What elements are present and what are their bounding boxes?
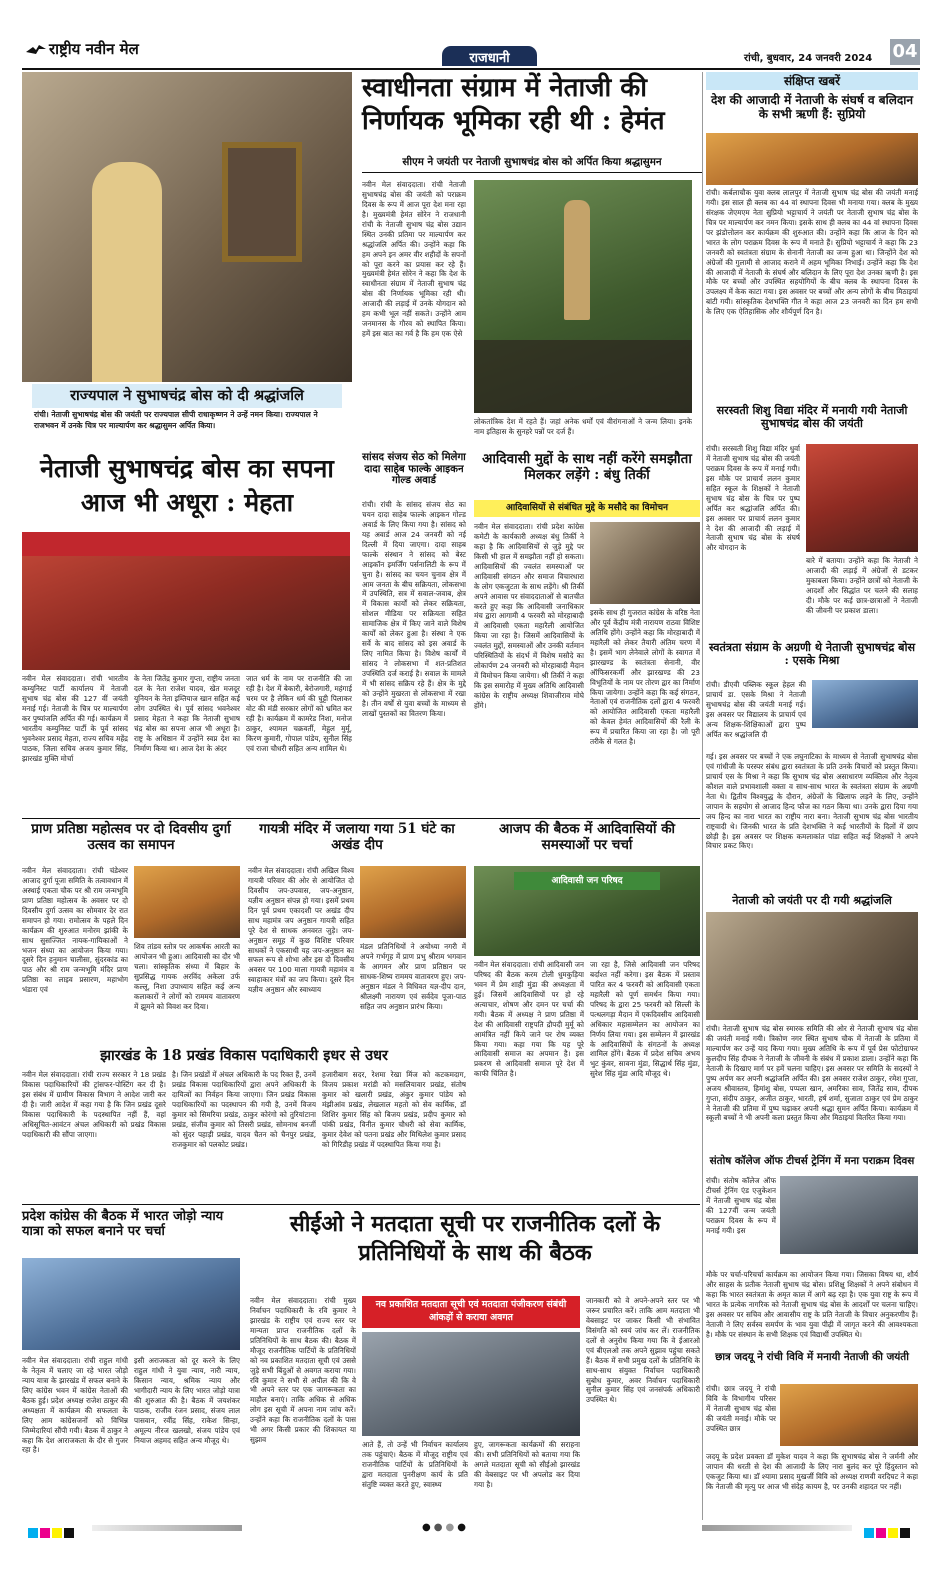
bird-logo-icon — [25, 42, 47, 56]
mid-rule — [22, 818, 700, 819]
masthead-rule — [22, 68, 920, 70]
mishra-col1: रांची। डीएवी पब्लिक स्कूल हेहल की प्राचार्य डा. एसके मिश्रा ने नेताजी सुभाषचंद्र बोस की जयंती मनाई गई। इस अवसर पर विद्यालय के प्राचार्य एवं अन्य शिक्षक-शिक्षिकाओं द्वारा पुष्प अर्पित कर श्रद्धांजलि दी — [706, 680, 806, 739]
mehta-headline: नेताजी सुभाषचंद्र बोस का सपना आज भी अधूरा : मेहता — [40, 454, 334, 517]
paper-name: राष्ट्रीय नवीन मेल — [49, 40, 139, 58]
footer-dot: ● — [445, 1522, 458, 1533]
dateline: रांची, बुधवार, 24 जनवरी 2024 — [744, 53, 873, 64]
masthead — [22, 36, 920, 68]
gayatri-headline: गायत्री मंदिर में जलाया गया 51 घंटे का अखंड दीप — [259, 821, 455, 853]
governor-caption: रांची। नेताजी सुभाषचंद्र बोस की जयंती पर राज्यपाल सीपी राधाकृष्णन ने उन्हें नमन किया। राज्यपाल ने राजभवन में उनके चित्र पर माल्यार्पण कर श्रद्धासुमन अर्पित किया। — [34, 410, 318, 430]
mehta-photo — [22, 532, 350, 670]
jadyu-headline: छात्र जदयू ने रांची विवि में मनायी नेताजी की जयंती — [715, 1351, 909, 1363]
mishra-headline: स्वतंत्रता संग्राम के अग्रणी थे नेताजी सुभाषचंद्र बोस : एसके मिश्रा — [708, 640, 916, 667]
naamkum-body: रांची। नेताजी सुभाष चंद्र बोस स्मारक समिति की ओर से नेताजी सुभाष चंद्र बोस की जयंती मनाई गयी। त्रिकोण नगर स्थित सुभाष चौक में नेताजी के प्रतिमा में माल्यार्पण कर उन्हें याद किया गया। मुख्य अतिथि के रूप में पूर्व प्रेस फोटोग्राफर कुलदीप सिंह दीपक ने नेताजी के जीवनी के संबंध में प्रकाश डाला। उन्होंने कहा कि नेताजी के दिखाए मार्ग पर हमें चलना चाहिए। इस अवसर पर समिति के सदस्यों ने पुष्प अर्पण कर अपनी श्रद्धांजलि अर्पित की। इस अवसर राजेश ठाकुर, रमेश गुप्ता, अजय श्रीवास्तव, हिमांशु बोस, पप्पला खान, अमरिका साव, जितेंद्र साव, दीपक गुप्ता, संदीप ठाकुर, अजीत ठाकुर, भारती, हर्ष शर्मा, सुजाता ठाकुर एवं प्रेम ठाकुर ने नेताजी की प्रतिमा में पुष्प चढ़ाकर अपनी श्रद्धा सुमन अर्पित किया। कार्यक्रम में स्कूली बच्चों ने भी अपनी कला प्रस्तुत किया और मिठाइयां वितरित किया गया। — [706, 1024, 918, 1123]
footer-cmyk-right — [864, 1523, 910, 1542]
ajsu-col2: जा रहा है, जिसे आदिवासी जन परिषद बर्दाश्त नहीं करेगा। इस बैठक में प्रस्ताव पारित कर 4 फरवरी को आदिवासी एकता महारैली को पूर्ण समर्थन किया गया। परिषद के द्वारा 25 फरवरी को सिल्ली के पत्थलगड़ा मैदान में एकदिवसीय आदिवासी अधिकार महासम्मेलन का आयोजन का निर्णय लिया गया। इस सम्मेलन में झारखंड के आदिवासियों के संगठनों के अध्यक्ष शामिल होंगे। बैठक में प्रदेश सचिव अभय भुट कुंवर, सावना मुंडा, सिद्धार्थ सिंह मुंडा, सुरेश सिंह मुंडा आदि मौजूद थे। — [590, 960, 700, 1079]
supriyo-body: रांची। कर्बलाचौक युवा क्लब लालपुर में नेताजी सुभाष चंद्र बोस की जयंती मनाई गयी। इस साल ही क्लब का 44 वां स्थापना दिवस भी मनाया गया। क्लब के मुख्य संरक्षक जेएमएम नेता सुप्रियो भट्टाचार्य ने जयंती पर नेताजी सुभाष चंद्र बोस के चित्र पर माल्यार्पण कर नमन किया। इसके साथ ही क्लब का 44 वां स्थापना दिवस पर झंडोत्तोलन कर कार्यक्रम की शुरुआत की। उन्होंने कहा कि आज के दिन को भारत के लोग पराक्रम दिवस के रूप में मनाते हैं। सुप्रियो भट्टाचार्य ने कहा कि 23 जनवरी को स्वतंत्रता संग्राम के सेनानी नेताजी का जन्म हुआ था। जिन्होंने देश को अंग्रेजों की गुलामी से आजाद कराने में अहम भूमिका निभाई। उन्होंने कहा कि देश की आजादी में नेताजी के संघर्ष और बलिदान के लिए पूरा देश उनका ऋणी है। इस मौके पर बच्चों और उपस्थित सहयोगियों के बीच क्लब के स्थापना दिवस के उपलक्ष्य में केक काटा गया। इस अवसर पर बच्चों और अन्य लोगों के बीच मिठाइयां बांटी गयी। सांस्कृतिक देशभक्ति गीत ने कहा आज 23 जनवरी का दिन हम सभी के लिए एक ऐतिहासिक और शौर्यपूर्ण दिन है। — [706, 188, 918, 317]
pran-headline: प्राण प्रतिष्ठा महोत्सव पर दो दिवसीय दुर्गा उत्सव का समापन — [31, 821, 231, 853]
gayatri-col1: नवीन मेल संवाददाता। रांची अखिल विश्व गायत्री परिवार की ओर से आयोजित दो दिवसीय जप-उपवास, जप-अनुष्ठान, यज्ञीय अनुष्ठान संपन्न हो गया। इसमें प्रथम दिन पूर्व प्रथम एकादशी पर अखंड दीप साथ महामंत्र जप अनुष्ठान गायत्री सहित पूरे देश से साधक अनवरत जुड़े। जप-अनुष्ठान समूह में कुछ विशिष्ट परिवार साधकों ने एकसाथी यह जप-अनुष्ठान का सफल रूप से शोभा और इस दो दिवसीय अवसर पर 100 माला गायत्री महामंत्र व स्वाहाकार मंत्रों का जप किया। दूसरे दिन यज्ञीय अनुष्ठान और स्वाध्याय — [248, 866, 354, 995]
saraswati-col2: बारे में बताया। उन्होंने कहा कि नेताजी ने आजादी की लड़ाई में अंग्रेजों से डटकर मुकाबला किया। उन्होंने छात्रों को नेताजी के आदर्शों और सिद्धांत पर चलने की सलाह दी। मौके पर कई छात्र-छात्राओं ने नेताजी की जीवनी पर प्रकाश डाला। — [806, 556, 918, 615]
crowd-silhouette — [474, 340, 692, 413]
footer-dot: ● — [433, 1522, 446, 1533]
footer-dot: ● — [422, 1522, 434, 1533]
saraswati-col1: रांची। सरस्वती शिशु विद्या मंदिर धुर्वा में नेताजी सुभाष चंद्र बोस की जयंती पराक्रम दिवस के रूप में मनाई गयी। इस मौके पर प्राचार्य ललन कुमार सहित स्कूल के शिक्षकों ने नेताजी सुभाष चंद्र बोस के चित्र पर पुष्प अर्पित कर श्रद्धांजलि अर्पित की। इस अवसर पर प्राचार्य ललन कुमार ने देश की आजादी की लड़ाई में नेताजी सुभाष चंद्र बोस के संघर्ष और योगदान के — [706, 444, 800, 553]
gayatri-photo — [360, 866, 466, 938]
col-rule-right — [702, 72, 703, 1520]
mehta-col1: नवीन मेल संवाददाता। रांची भारतीय कम्युनिस्ट पार्टी कार्यालय में नेताजी सुभाष चंद्र बोस की 127 वीं जयंती मनाई गई। नेताजी के चित्र पर माल्यार्पण कर पुष्पांजलि अर्पित की गई। कार्यक्रम में भारतीय कम्युनिस्ट पार्टी के पूर्व सांसद भुवनेश्वर प्रसाद मेहता, राज्य सचिव महेंद्र पाठक, जिला सचिव अजय कुमार सिंह, झारखंड मुक्ति मोर्चा — [22, 674, 128, 763]
congress-photo — [22, 1258, 240, 1350]
ajsu-headline: आजप की बैठक में आदिवासियों की समस्याओं पर चर्चा — [498, 821, 676, 853]
lead-statue-photo — [474, 180, 692, 413]
pran-col2: शिव तांडव स्तोत्र पर आकर्षक आरती का आयोजन भी हुआ। आदिवासी का दौर भी चला। सांस्कृतिक संध्या में बिहार के सुप्रसिद्ध गायक अरविंद अकेला उर्फ कल्लू, निशा उपाध्याय सहित कई अन्य कलाकारों ने लोगों को राममय वातावरण में झूमने को विवश कर दिया। — [134, 942, 240, 1011]
footer-bar — [22, 1522, 920, 1534]
governor-photo — [22, 72, 352, 382]
supriyo-photo — [706, 133, 918, 185]
ceo-col2: आते हैं, तो उन्हें भी निर्वाचन कार्यालय तक पहुंचाएं। बैठक में मौजूद राष्ट्रीय एवं राजनीतिक पार्टियों के प्रतिनिधियों के द्वारा मतदाता पुनरीक्षण कार्य के प्रति संतुष्टि व्यक्त करते हुए, स्वास्थ्य — [362, 1440, 468, 1489]
ajsu-banner-text: आदिवासी जन परिषद — [514, 872, 660, 890]
tirkey-band: आदिवासियों से संबंधित मुद्दे के मसौदे का विमोचन — [474, 500, 700, 517]
cpi-banner — [22, 532, 350, 556]
jadyu-photo — [780, 1384, 918, 1446]
naamkum-headline: नेताजी को जयंती पर दी गयी श्रद्धांजलि — [732, 893, 892, 907]
footer-cmyk-left — [28, 1523, 76, 1542]
santosh-photo — [780, 1176, 918, 1254]
ceo-photo — [362, 1332, 580, 1436]
congress-col1: नवीन मेल संवाददाता। रांची राहुल गांधी के नेतृत्व में चलाए जा रहे भारत जोड़ो न्याय यात्रा के झारखंड में सफल बनाने के लिए कांग्रेस भवन में कांग्रेस नेताओं की बैठक हुई। प्रदेश अध्यक्ष राजेश ठाकुर की अध्यक्षता में कार्यक्रम की सफलता के लिए आम कांग्रेसजनों को विभिन्न जिम्मेदारियां सौंपी गयी। बैठक में ठाकुर ने कहा कि देश आराजकता के दौर से गुजर रहा है। — [22, 1356, 128, 1455]
ajsu-col1: नवीन मेल संवाददाता। रांची आदिवासी जन परिषद की बैठक करम टोली धुमकुड़िया भवन में प्रेम शाही मुंडा की अध्यक्षता में हुई। जिसमें आदिवासियों पर हो रहे अत्याचार, शोषण और दमन पर चर्चा की गयी। बैठक में अध्यक्ष ने प्राण प्रतिष्ठा में देश की आदिवासी राष्ट्रपति द्रौपदी मुर्मू को आमंत्रित नहीं किये जाने पर रोष व्यक्त किया गया। कहा गया कि यह पूरे आदिवासी समाज का अपमान है। इस प्रकरण से आदिवासी समाज पूरे देश में काफी चिंतित है। — [474, 960, 584, 1079]
santosh-col1: रांची। संतोष कॉलेज ऑफ टीचर्स ट्रेनिंग एंड एजुकेशन में नेताजी सुभाष चंद्र बोस की 127वीं जन्म जयंती पराक्रम दिवस के रूप में मनाई गयी। इस — [706, 1176, 776, 1235]
saraswati-photo — [806, 444, 918, 552]
lower-rule — [22, 1204, 700, 1205]
sanjay-body: रांची। रांची के सांसद संजय सेठ का चयन दादा साहेब फाल्के आइकन गोल्ड अवार्ड के लिए किया गया है। सांसद को यह अवार्ड आज 24 जनवरी को नई दिल्ली में दिया जाएगा। दादा साहब फाल्के संस्थान ने सांसद को बेस्ट आइकॉन इमर्जिंग पर्सनालिटी के रूप में चुना है। सांसद का चयन चुनाव क्षेत्र में आम जनता के बीच सक्रियता, लोकसभा में उपस्थिति, सत्र में सवाल-जवाब, क्षेत्र में विकास कार्यों को लेकर सक्रियता, सोशल मीडिया पर सक्रियता सहित सामाजिक क्षेत्र में किए जाने वाले विशेष कार्यों को लेकर हुआ है। संस्था ने एक सर्वे के बाद सांसद को इस अवार्ड के लिए नामित किया है। विशेष कार्यों में सांसद ने लोकसभा में शत-प्रतिशत उपस्थिति दर्ज कराई है। सवाल के मामले में भी सांसद सक्रिय रहे हैं। क्षेत्र के मुद्दे को उन्होंने मुखरता से लोकसभा में रखा है। तीन वर्षों से युवा बच्चों के माध्यम से लाखों पुस्तकों का वितरण किया। — [362, 500, 466, 718]
tirkey-col2: इसके साथ ही गुजरात कांग्रेस के वरिष्ठ नेता और पूर्व केंद्रीय मंत्री नारायण राठवा विशिष्ट अतिथि होंगे। उन्होंने कहा कि मोरहाबादी में महारैली को लेकर तैयारी अंतिम चरण में है। इसमें भाग लेनेवाले लोगों के स्वागत में झारखण्ड के स्वतंत्रता सेनानी, वीर ऑफिसरकर्मी और झारखण्ड की 23 विभूतियों के नाम पर तोरण द्वार का निर्माण किया जायेगा। उन्होंने कहा कि कई संगठन, नेताओं एवं राजनीतिक दलों द्वारा 4 फरवरी को आयोजित आदिवासी एकता महारैली को केवल हेमंत आदिवासियों की रैली के रूप में प्रचारित किया जा रहा है। जो पूरी तरीके से गलत है। — [590, 608, 700, 747]
lead-headline: स्वाधीनता संग्राम में नेताजी की निर्णायक भूमिका रही थी : हेमंत — [362, 73, 665, 136]
footer-dots — [422, 1522, 469, 1533]
ceo-band: नव प्रकाशित मतदाता सूची एवं मतदाता पंजीकरण संबंधी आंकड़ों से कराया अवगत — [362, 1296, 580, 1328]
mehta-col2: के नेता जितेंद्र कुमार गुप्ता, राष्ट्रीय जनता दल के नेता राजेश यादव, खेत मजदूर यूनियन के नेता इम्तियाज खान सहित कई लोग उपस्थित थे। पूर्व सांसद भवनेश्वर प्रसाद मेहता ने कहा कि नेताजी सुभाष चंद्र बोस का सपना आज भी अधूरा है। राष्ट्र के अधिष्ठान में उन्होंने स्वप्न देश का निर्माण किया था। आज देश के अंदर — [134, 674, 240, 753]
footer-dot: ● — [457, 1522, 469, 1533]
governor-banner: राज्यपाल ने सुभाषचंद्र बोस को दी श्रद्धांजलि — [32, 384, 342, 408]
santosh-col2: मौके पर चर्चा-परिचर्चा कार्यक्रम का आयोजन किया गया। जिसका विषय था, शौर्य और साहस के प्रतीक नेताजी सुभाष चंद्र बोस। प्रशिक्षु शिक्षकों ने अपने संबोधन में कहा कि भारत स्वतंत्रता के अमृत काल में आगे बढ़ रहा है। एक युवा राष्ट्र के रूप में भारत के प्रत्येक नागरिक को नेताजी सुभाष चंद्र बोस के आदर्शों पर चलना चाहिए। इस अवसर पर सचिव और आवासीय राष्ट्र के प्रति नेताजी के विचार अनुकरणीय हैं। नेताजी ने लिए सर्वस्व समर्पण के भाव युवा पीढ़ी में जागृत करने की आवश्यकता है। मौके पर संस्थान के सभी शिक्षक एवं विद्यार्थी उपस्थित थे। — [706, 1270, 918, 1339]
mehta-col3: जात धर्म के नाम पर राजनीति की जा रही है। देश में बेकारी, बेरोजगारी, महंगाई चरम पर है लेकिन धर्म की घुट्टी पिलाकर वोट की मंडी सरकार लोगों को भ्रमित कर रही है। कार्यक्रम में कामरेड निशा, मनोज ठाकुर, श्यामल चक्रवर्ती, मेहुल मुर्मू, किरण कुमारी, गोपाल पांडेय, सुनील सिंह एवं राजा चौधरी सहित अन्य शामिल थे। — [246, 674, 352, 753]
ceo-col3: हुए, जागरूकता कार्यक्रमों की सराहना की। सभी प्रतिनिधियों को बताया गया कि अगले मतदाता सूची को सीईओ झारखंड की वेबसाइट पर भी अपलोड कर दिया गया है। — [474, 1440, 580, 1489]
footer-gradient-left — [92, 1525, 242, 1531]
tirkey-photo — [590, 522, 700, 604]
footer-gradient-right — [702, 1525, 852, 1531]
lead-photo-caption: लोकतांत्रिक देश में रहते हैं। जहां अनेक धर्मों एवं वीरांगनाओं ने जन्म लिया। इनके नाम इतिहास के सुनहरे पन्नों पर दर्ज हैं। — [474, 417, 692, 436]
tirkey-col1: नवीन मेल संवाददाता। रांची प्रदेश कांग्रेस कमेटी के कार्यकारी अध्यक्ष बंधु तिर्की ने कहा है कि आदिवासियों से जुड़े मुद्दे पर किसी भी हाल में समझौता नहीं हो सकता। आदिवासियों की ज्वलंत समस्याओं पर आदिवासी संगठन और समाज विचारधारा के लोग एकजुटता के साथ लड़ेंगे। श्री तिर्की अपने आवास पर संवाददाताओं से बातचीत करते हुए कहा कि आदिवासी जनाधिकार मंच द्वारा आगामी 4 फरवरी को मोरहाबादी में आदिवासी एकता महारैली आयोजित किया जा रहा है। जिसमें आदिवासियों के ज्वलंत मुद्दों, समस्याओं और उनकी वर्तमान परिस्थितियों के संदर्भ में विशेष मसौदे का लोकार्पण 24 जनवरी को मोरहाबादी मैदान में विमोचन किया जायेगा। श्री तिर्की ने कहा कि इस समारोह में मुख्य अतिथि आदिवासी कांग्रेस के राष्ट्रीय अध्यक्ष शिवाजीराव मोघे होंगे। — [474, 522, 584, 710]
santosh-headline: संतोष कॉलेज ऑफ टीचर्स ट्रेनिंग में मना पराक्रम दिवस — [709, 1155, 915, 1167]
ceo-headline: सीईओ ने मतदाता सूची पर राजनीतिक दलों के प्रतिनिधियों के साथ की बैठक — [289, 1211, 661, 1266]
jadyu-col2: जदयू के प्रदेश प्रवक्ता डॉ मुकेश यादव ने कहा कि सुभाषचंद्र बोस ने जर्मनी और जापान की धरती से देश की आजादी के लिए नारा बुलंद कर पूरे हिंदुस्तान को एकजुट किया था। डॉ श्यामा प्रसाद मुखर्जी विवि को अध्यक्ष राणवी वरदिघट ने कहा कि नेताजी की मृत्यु पर आज भी संदेह कायम है, पर उनकी शहादत पर नहीं। — [706, 1452, 918, 1491]
portrait-frame-icon — [222, 142, 302, 262]
naamkum-photo — [706, 912, 918, 1020]
lead-subhead: सीएम ने जयंती पर नेताजी सुभाषचंद्र बोस को अर्पित किया श्रद्धासुमन — [402, 156, 662, 168]
bdo-col2: है। जिन प्रखंडों में अंचल अधिकारी के पद रिक्त हैं, उनमें प्रखंड विकास पदाधिकारियों द्वारा अपने अधिकारी के दायित्वों का निर्वहन किया जाएगा। जिन प्रखंड विकास पदाधिकारियों का पदस्थापन की गयी है, उनमें विजय कुमार को सिमरिया प्रखंड, ठाकुर कोरंगो को तुरियांटाना प्रखंड, संजीव कुमार को तिसरी प्रखंड, सोमनाथ बनर्जी को सुंदर पहाड़ी प्रखंड, यादव चैतन को चैनपुर प्रखंड, राजकुमार को पलकोट प्रखंड। — [172, 1070, 316, 1149]
congress-headline: प्रदेश कांग्रेस की बैठक में भारत जोड़ो न्याय यात्रा को सफल बनाने पर चर्चा — [22, 1209, 224, 1239]
ceo-col1: नवीन मेल संवाददाता। रांची मुख्य निर्वाचन पदाधिकारी के रवि कुमार ने झारखंड के राष्ट्रीय एवं राज्य स्तर पर मान्यता प्राप्त राजनीतिक दलों के प्रतिनिधियों के साथ बैठक की। बैठक में मौजूद राजनीतिक पार्टियों के प्रतिनिधियों को नव प्रकाशित मतदाता सूची एवं उससे जुड़े सभी बिंदुओं से अवगत कराया गया। रवि कुमार ने सभी से अपील की कि वे भी अपने स्तर पर एक जागरूकता का माहौल बनाएं। ताकि अधिक से अधिक लोग इस सूची में अपना नाम जांच करें। उन्होंने कहा कि राजनीतिक दलों के पास भी अगर किसी प्रकार की शिकायत या सुझाव — [250, 1296, 356, 1445]
pran-col1: नवीन मेल संवाददाता। रांची चंडेश्वर आजाद दुर्गा पूजा समिति के तत्वावधान में अस्थाई एकता चौक पर श्री राम जन्मभूमि प्राण प्रतिष्ठा महोत्सव के अवसर पर दो दिवसीय दुर्गा उत्सव का सोमवार देर रात समापन हो गया। रामोत्सव के पहले दिन कार्यक्रम की शुरुआत मनोरम झांकी के साथ सुसज्जित नायक-गायिकाओं ने भजन संध्या का आयोजन किया गया। दूसरे दिन हनुमान चालीसा, सुंदरकांड का पाठ और श्री राम जन्मभूमि मंदिर प्राण प्रतिष्ठा का लाइव प्रसारण, महाभोग भंडारा एवं — [22, 866, 128, 995]
bdo-col1: नवीन मेल संवाददाता। रांची राज्य सरकार ने 18 प्रखंड विकास पदाधिकारियों की ट्रांसफर-पोस्टिंग कर दी है। इस संबंध में ग्रामीण विकास विभाग ने आदेश जारी कर दी है। जारी आदेश में कहा गया है कि जिन प्रखंड दूसरे विकास पदाधिकारी के पदस्थापित नहीं हैं, वहां अधिसूचित-आवंटन अंचल अधिकारी को प्रखंड विकास पदाधिकारी की सौंपा जाएगा। — [22, 1070, 166, 1139]
bdo-col3: हजारीबाग सदर, रेशमा रेखा मिंज को कटकमदाग, विजय प्रकाश मरांडी को मसलियावार प्रखंड, संतोष कुमार को खलारी प्रखंड, अंकुर कुमार पांडेय को मंझीआंव प्रखंड, लेखलाल महतो को सेव कार्मिक, डॉ शिशिर कुमार सिंह को बिजय प्रखंड, प्रदीप कुमार को पांकी प्रखंड, विनीत कुमार चौधरी को सेवा कार्मिक, कुमार देवेश को पतना प्रखंड और मिथिलेश कुमार प्रसाद को गिरिडीह प्रखंड में पदस्थापित किया गया है। — [322, 1070, 466, 1149]
pran-photo — [134, 866, 240, 938]
governor-figure — [92, 162, 162, 382]
brief-news-head: संक्षिप्त खबरें — [706, 72, 918, 90]
section-label: राजधानी — [469, 51, 510, 66]
sanjay-headline: सांसद संजय सेठ को मिलेगा दादा साहेब फाल्के आइकन गोल्ड अवार्ड — [362, 451, 466, 487]
congress-col2: इसी अराजकता को दूर करने के लिए राहुल गांधी ने युवा न्याय, नारी न्याय, किसान न्याय, श्रमिक न्याय और भागीदारी न्याय के लिए भारत जोड़ो यात्रा की शुरुआत की है। बैठक में जयशंकर पाठक, राजीव रंजन प्रसाद, संजय लाल पासवान, रवींद्र सिंह, राकेश सिन्हा, अमूल्य नीरज खलखो, संजय पांडेय एवं नियाज अहमद सहित अन्य मौजूद थे। — [134, 1356, 240, 1445]
bdo-headline: झारखंड के 18 प्रखंड विकास पदाधिकारी इधर से उधर — [100, 1047, 388, 1064]
ajsu-photo — [474, 866, 700, 956]
lead-rule — [362, 172, 702, 173]
ceo-col4: जानकारी को वे अपने-अपने स्तर पर भी जरूर प्रचारित करें। ताकि आम मतदाता भी वेबसाइट पर जाकर किसी भी संभावित विसंगति को स्वयं जांच कर लें। राजनीतिक दलों से अनुरोध किया गया कि वे ईआरओ एवं बीएलओ तक अपने सुझाव पहुंचा सकते हैं। बैठक में सभी प्रमुख दलों के प्रतिनिधि के साथ-साथ संयुक्त निर्वाचन पदाधिकारी सुबोध कुमार, अवर निर्वाचन पदाधिकारी सुनील कुमार सिंह एवं जनसंपर्क अधिकारी उपस्थित थे। — [586, 1296, 700, 1405]
supriyo-headline: देश की आजादी में नेताजी के संघर्ष व बलिदान के सभी ऋणी हैं: सुप्रियो — [710, 93, 914, 121]
mishra-col2: गई। इस अवसर पर बच्चों ने एक लघुनाटिका के माध्यम से नेताजी सुभाषचंद्र बोस एवं गांधीजी के परस्पर संबंध द्वारा स्वतंत्रता के प्रति उनके विचारों को प्रस्तुत किया। प्राचार्य एस के मिश्रा ने कहा कि सुभाष चंद्र बोस असाधारण व्यक्तित्व और नेतृत्व कौशल वाले प्रभावशाली वक्ता व साथ-साथ भारत के स्वतंत्रता संग्राम के अग्रणी नेता थे। द्वितीय विश्वयुद्ध के दौरान, अंग्रेजों के खिलाफ लड़ने के लिए, उन्होंने जापान के सहयोग से आजाद हिन्द फौज का गठन किया था। उनके द्वारा दिया गया जय हिन्द का नारा भारत का राष्ट्रीय नारा बना। नेताजी सुभाष चंद्र बोस भारतीय राष्ट्रवादी थे। जिनकी भारत के प्रति देशभक्ति ने कई भारतीयों के दिलों में छाप छोड़ी है। इस अवसर पर शिक्षक कमलाकांत पांडा सहित कई शिक्षकों ने अपने विचार प्रकट किए। — [706, 752, 918, 851]
statue-icon — [564, 200, 590, 320]
lead-col1: नवीन मेल संवाददाता। रांची नेताजी सुभाषचंद्र बोस की जयंती को पराक्रम दिवस के रूप में आज पूरा देश मना रहा है। मुख्यमंत्री हेमंत सोरेन ने राजधानी रांची के नेताजी सुभाष चंद्र बोस उद्यान स्थित उनकी प्रतिमा पर माल्यार्पण कर श्रद्धांजलि अर्पित की। उन्होंने कहा कि हम अपने इन अमर वीर शहीदों के सपनों को पूरा करने का प्रयास कर रहे हैं। मुख्यमंत्री हेमंत सोरेन ने कहा कि देश के स्वाधीनता संग्राम में नेताजी सुभाष चंद्र बोस की निर्णायक भूमिका रही थी। आजादी की लड़ाई में उनके योगदान को हम कभी भूल नहीं सकते। उन्होंने आम जनमानस के गौरव को स्थापित किया। हमें इस बात का गर्व है कि हम एक ऐसे — [362, 180, 466, 339]
jadyu-col1: रांची। छात्र जदयू ने रांची विवि के विभागीय परिसर में नेताजी सुभाष चंद्र बोस की जयंती मनाई। मौके पर उपस्थित छात्र — [706, 1384, 776, 1433]
page-number: 04 — [890, 39, 920, 65]
tirkey-headline: आदिवासी मुद्दों के साथ नहीं करेंगे समझौता मिलकर लड़ेंगे : बंधु तिर्की — [482, 451, 692, 483]
gayatri-col2: मंडल प्रतिनिधियों ने अयोध्या नगरी में अपने गर्भगृह में प्राण प्रभु श्रीराम भगवान के आगमन और प्राण प्रतिष्ठान पर साधक-शिष्य राममय वातावरण हुए। जप-अनुष्ठान मंडल ने विधिवत यज्ञ-दीप दान, श्रीलक्ष्मी नारायण एवं सर्वदेव पूजा-पाठ सहित जप अनुष्ठान प्रारंभ किया। — [360, 942, 466, 1011]
saraswati-headline: सरस्वती शिशु विद्या मंदिर में मनायी गयी नेताजी सुभाषचंद्र बोस की जयंती — [716, 403, 908, 430]
mishra-photo — [812, 680, 918, 728]
